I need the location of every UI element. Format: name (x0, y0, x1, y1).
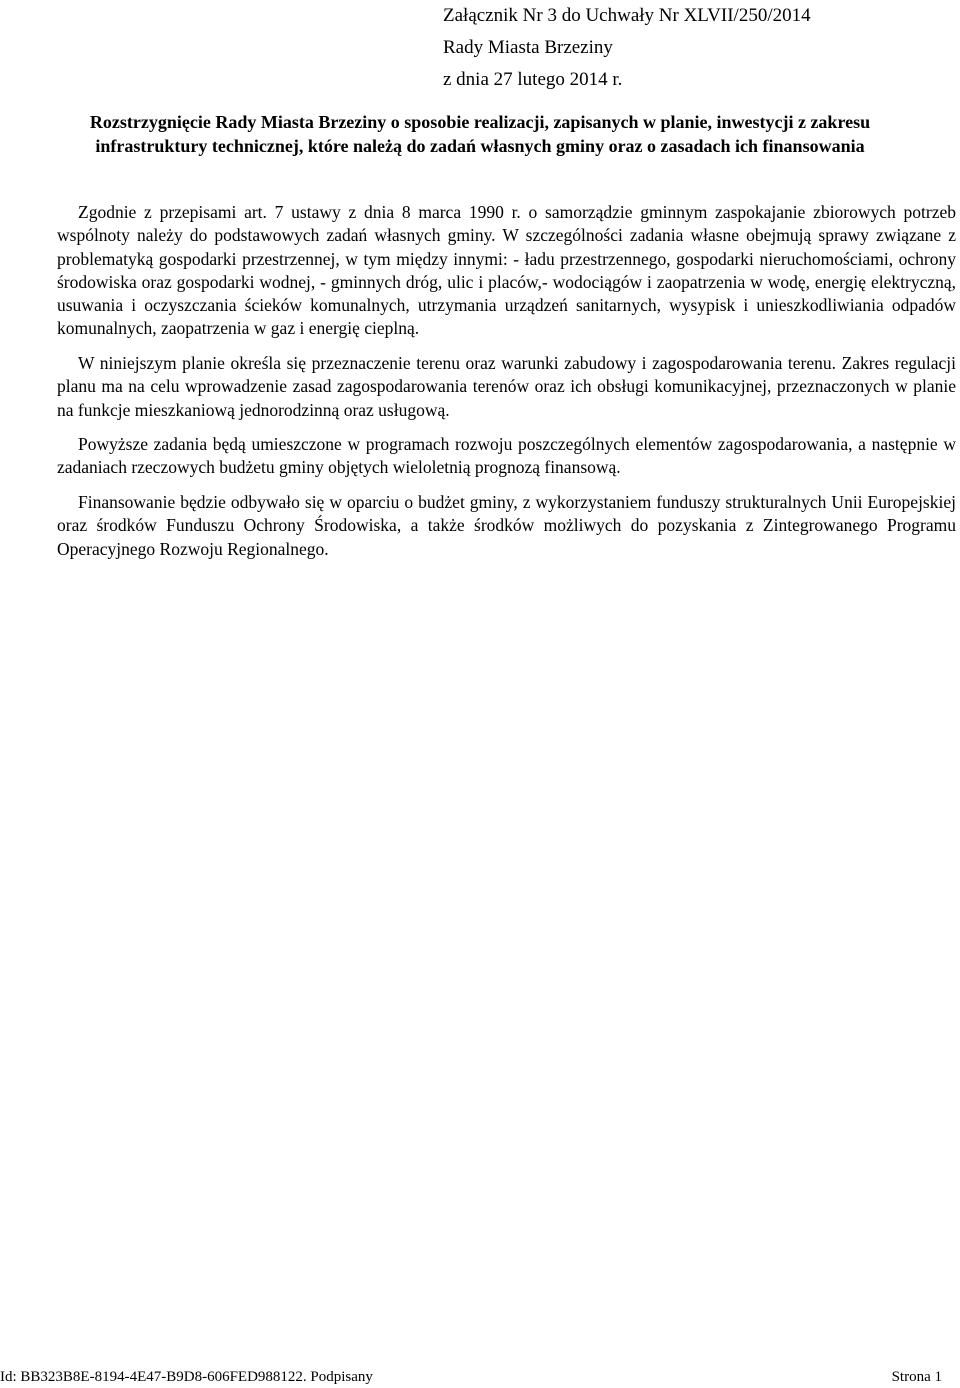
footer-page-number: Strona 1 (891, 1369, 942, 1385)
paragraph-financing: Finansowanie będzie odbywało się w oparciu o budżet gminy, z wykorzystaniem funduszy strukturalnych Unii Europejskiej oraz środków Funduszu Ochrony Środowiska, a także środków możliwych do pozyskania z Zintegrowanego Programu Operacyjnego Rozwoju Regionalnego. (57, 492, 956, 559)
document-header (443, 0, 943, 96)
header-date-line: z dnia 27 lutego 2014 r. (443, 69, 623, 90)
paragraph-plan-scope: W niniejszym planie określa się przeznaczenie terenu oraz warunki zabudowy i zagospodarowania terenu. Zakres regulacji planu ma na celu wprowadzenie zasad zagospodarowania terenów oraz ich obsługi komunikacyjnej, przeznaczonych w planie na funkcje mieszkaniową jednorodzinną oraz usługową. (57, 353, 956, 420)
header-council-line: Rady Miasta Brzeziny (443, 37, 613, 58)
paragraph-tasks-placement: Powyższe zadania będą umieszczone w programach rozwoju poszczególnych elementów zagospodarowania, a następnie w zadaniach rzeczowych budżetu gminy objętych wieloletnią prognozą finansową. (57, 434, 956, 478)
footer-document-id: Id: BB323B8E-8194-4E47-B9D8-606FED988122. Podpisany (0, 1369, 373, 1385)
document-title: Rozstrzygnięcie Rady Miasta Brzeziny o sposobie realizacji, zapisanych w planie, inwestycji z zakresu infrastruktury technicznej, które należą do zadań własnych gminy oraz o zasadach ich finansowania (89, 112, 871, 156)
header-annex-line: Załącznik Nr 3 do Uchwały Nr XLVII/250/2014 (443, 5, 811, 26)
paragraph-legal-basis: Zgodnie z przepisami art. 7 ustawy z dnia 8 marca 1990 r. o samorządzie gminnym zaspokajanie zbiorowych potrzeb wspólnoty należy do podstawowych zadań własnych gminy. W szczególności zadania własne obejmują sprawy związane z problematyką gospodarki przestrzennej, w tym między innymi: - ładu przestrzennego, gospodarki nieruchomościami, ochrony środowiska oraz gospodarki wodnej, - gminnych dróg, ulic i placów,- wodociągów i zaopatrzenia w wodę, energię elektryczną, usuwania i oczyszczania ścieków komunalnych, utrzymania urządzeń sanitarnych, wysypisk i unieszkodliwiania odpadów komunalnych, zaopatrzenia w gaz i energię cieplną. (57, 202, 956, 339)
